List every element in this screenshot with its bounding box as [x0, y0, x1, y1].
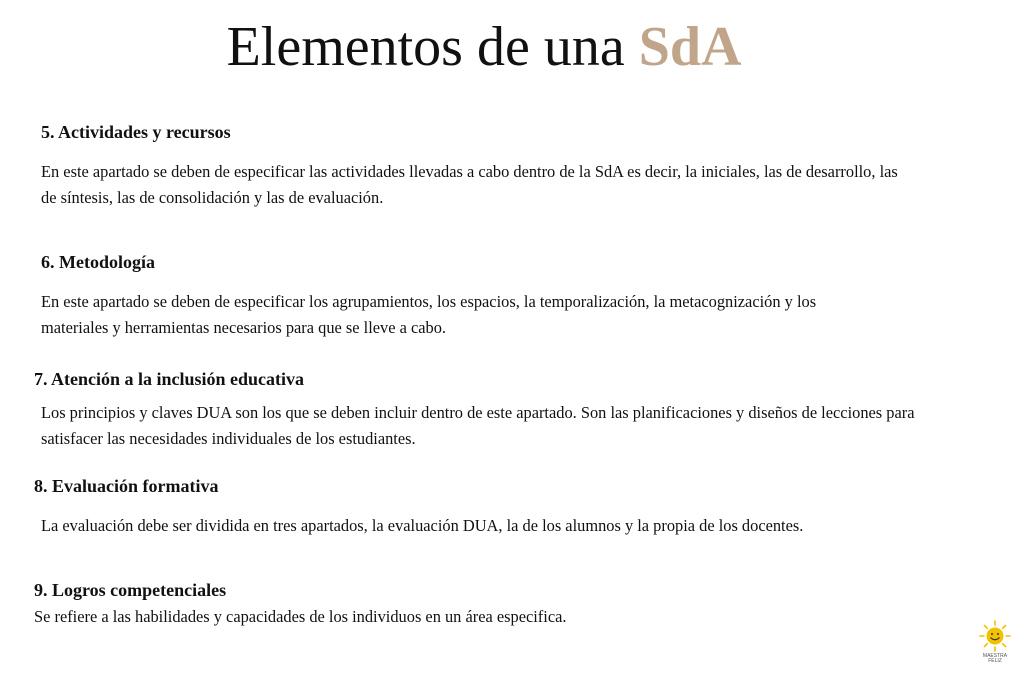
logo-text-line2: FELIZ: [988, 658, 1002, 664]
section-heading: 8. Evaluación formativa: [34, 476, 219, 496]
logo-text-line1: MAESTRA: [982, 653, 1008, 659]
section-heading: 5. Actividades y recursos: [41, 122, 231, 142]
section-heading: 7. Atención a la inclusión educativa: [34, 369, 305, 389]
section-heading: 6. Metodología: [41, 252, 155, 272]
section-text: Los principios y claves DUA son los que se deben incluir dentro de este apartado. Son las planificaciones y diseños de lecciones para satisfacer las necesidades individuales de los estudiantes.: [41, 403, 915, 448]
smiling-sun-icon: [977, 620, 1013, 664]
section-text: Se refiere a las habilidades y capacidades de los individuos en un área especifica.: [34, 607, 567, 626]
section-text: En este apartado se deben de especificar las actividades llevadas a cabo dentro de la SdA es decir, la iniciales, las de desarrollo, las de síntesis, las de consolidación y las de evaluación.: [41, 162, 898, 207]
logo: [977, 620, 1013, 664]
title-main: Elementos de una: [226, 16, 639, 78]
section-text: En este apartado se deben de especificar los agrupamientos, los espacios, la temporalización, la metacognización y los materiales y herramientas necesarios para que se lleve a cabo.: [41, 292, 817, 337]
section-heading: 9. Logros competenciales: [34, 580, 227, 600]
title-accent: SdA: [638, 16, 742, 78]
section-text: La evaluación debe ser dividida en tres apartados, la evaluación DUA, la de los alumnos y la propia de los docentes.: [41, 516, 804, 535]
page-title: [0, 14, 968, 80]
